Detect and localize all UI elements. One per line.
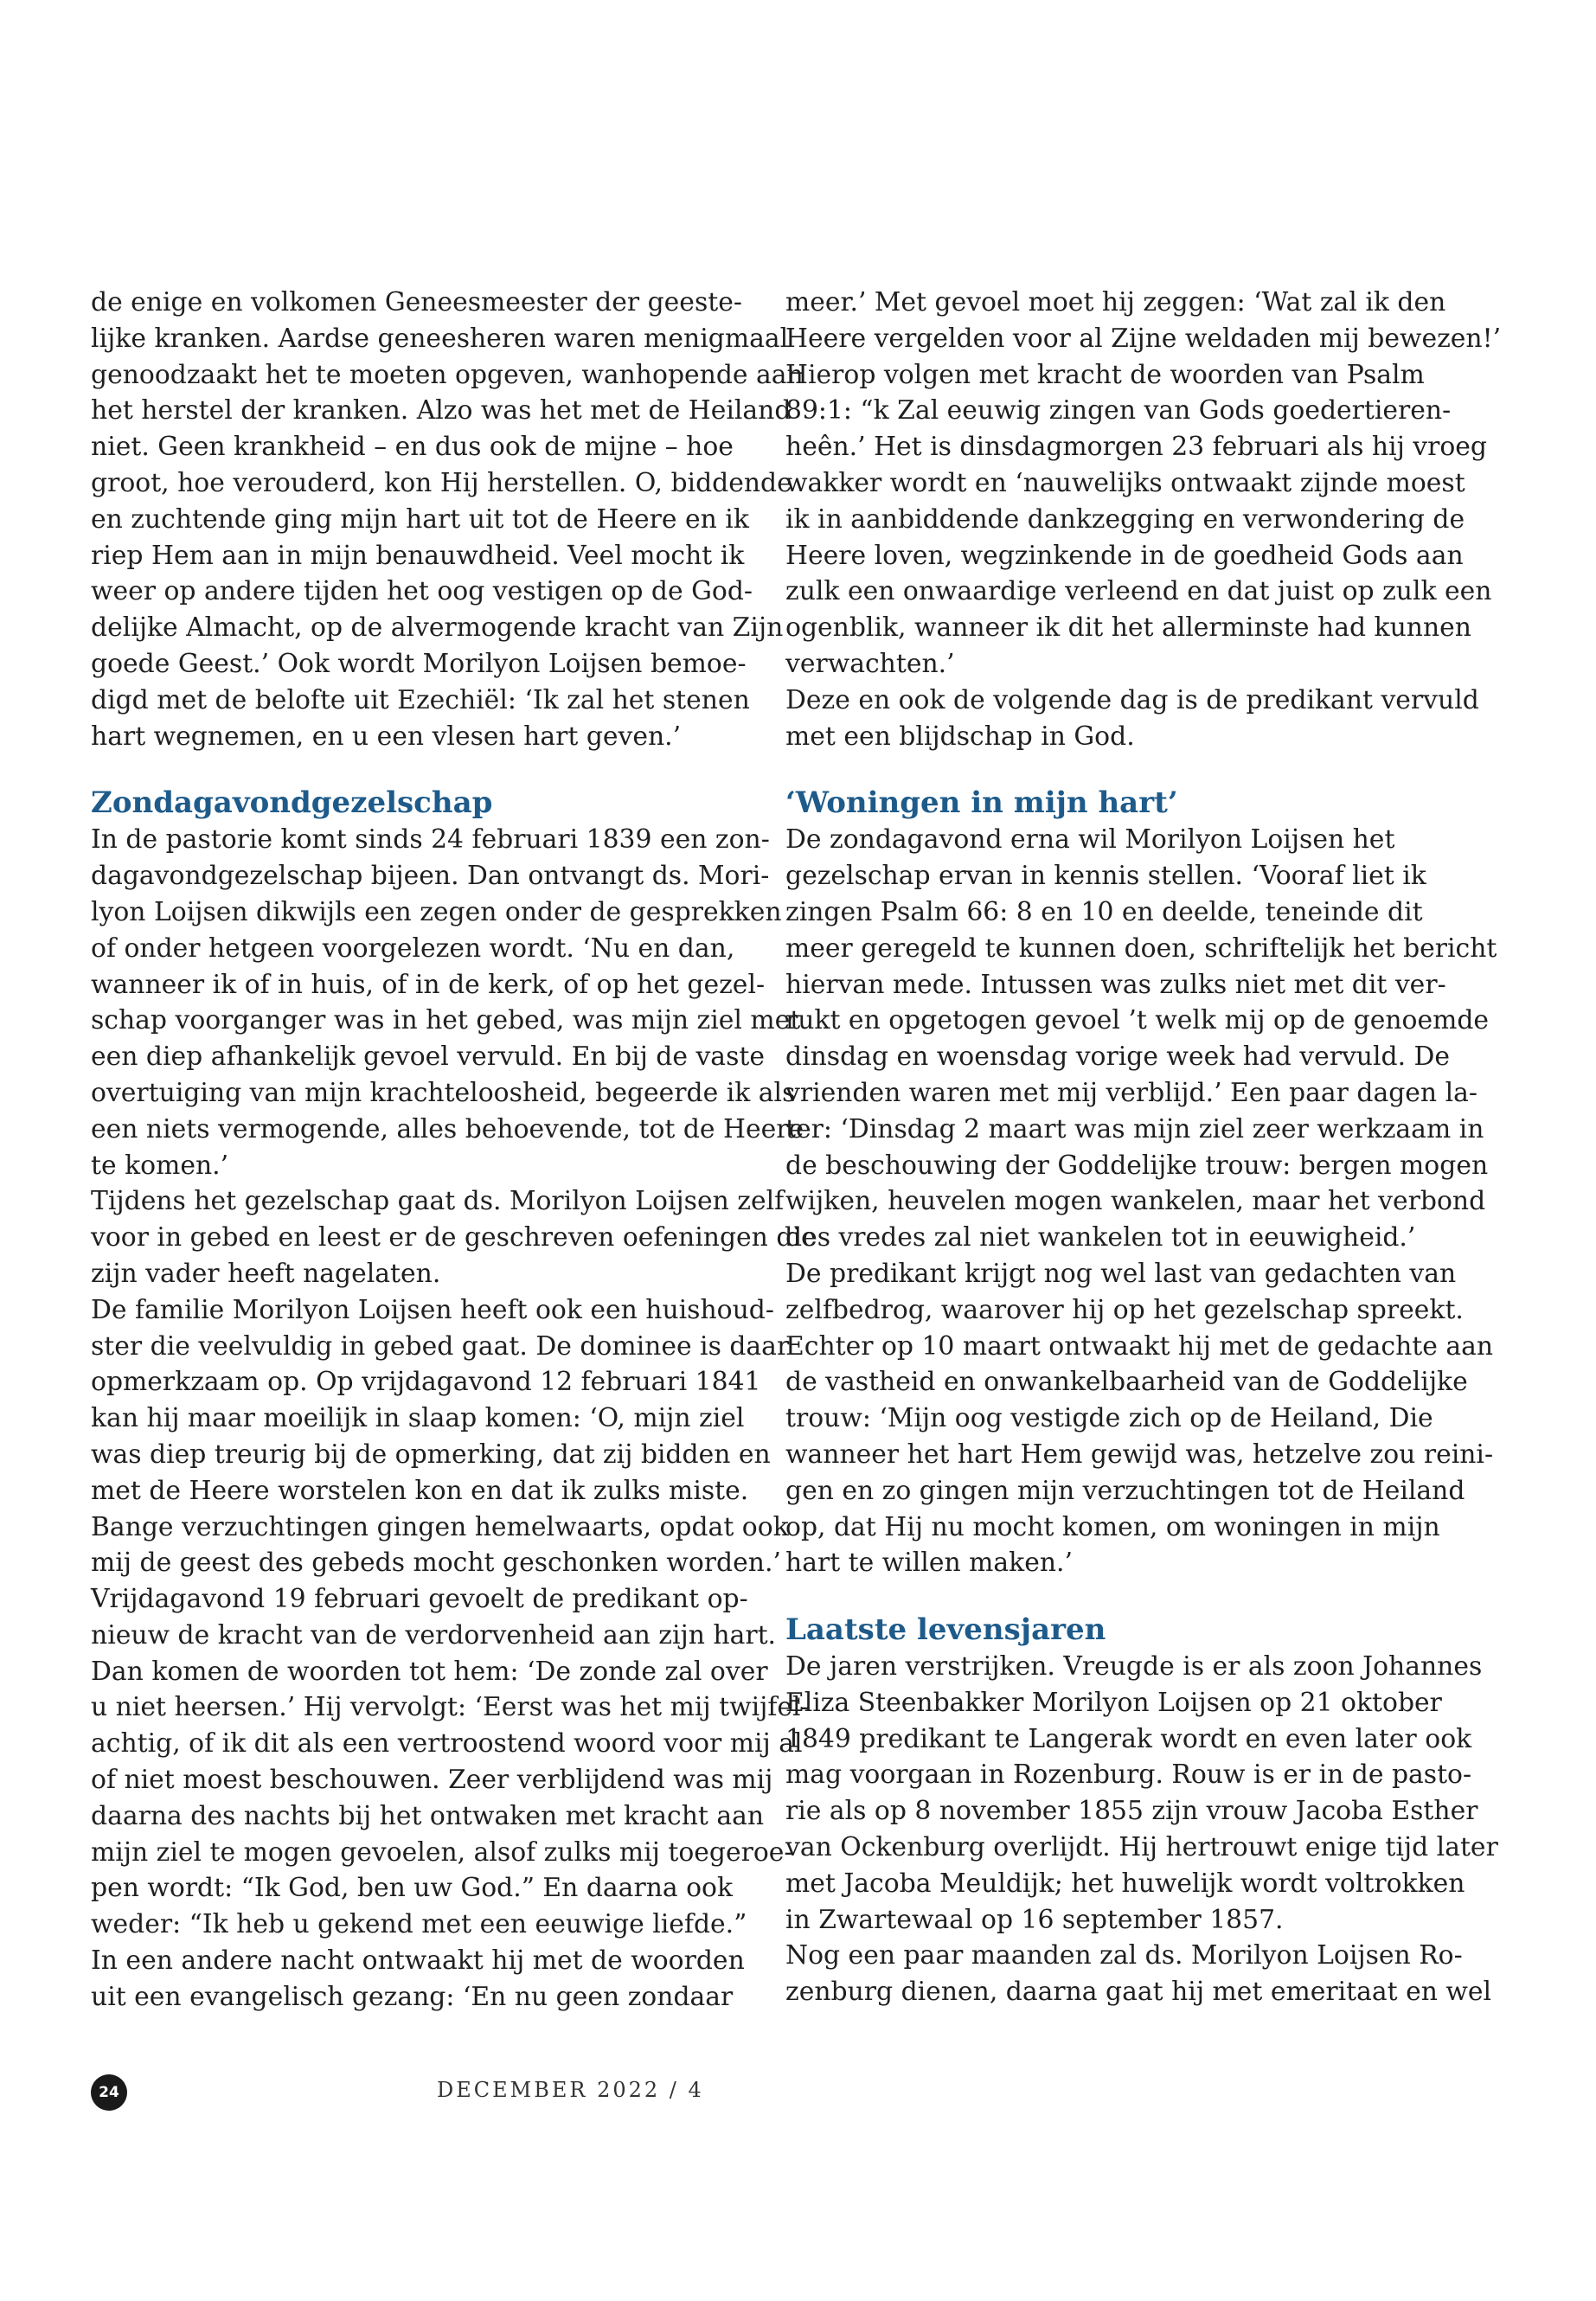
text-line: ik in aanbiddende dankzegging en verwondering de (785, 503, 1465, 535)
right-para-2 (785, 822, 1497, 1581)
text-line: niet. Geen krankheid – en dus ook de mijne – hoe (91, 432, 734, 463)
text-line: zelfbedrog, waarover hij op het gezelschap spreekt. (785, 1294, 1464, 1325)
text-line: opmerkzaam op. Op vrijdagavond 12 februari 1841 (91, 1367, 761, 1398)
text-line: zingen Psalm 66: 8 en 10 en deelde, teneinde dit (785, 896, 1423, 927)
text-line: pen wordt: “Ik God, ben uw God.” En daarna ook (91, 1873, 734, 1904)
text-line: Eliza Steenbakker Morilyon Loijsen op 21 oktober (785, 1687, 1442, 1718)
text-line: 1849 predikant te Langerak wordt en even later ook (785, 1723, 1472, 1754)
text-line: Heere loven, wegzinkende in de goedheid Gods aan (785, 540, 1464, 571)
text-line: mag voorgaan in Rozenburg. Rouw is er in de pasto- (785, 1759, 1472, 1791)
text-line: voor in gebed en leest er de geschreven oefeningen die (91, 1222, 817, 1253)
text-line: de enige en volkomen Geneesmeester der geeste- (91, 287, 742, 317)
text-line: Dan komen de woorden tot hem: ‘De zonde zal over (91, 1656, 768, 1687)
text-line: wakker wordt en ‘nauwelijks ontwaakt zijnde moest (785, 467, 1465, 498)
text-line: de vastheid en onwankelbaarheid van de Goddelijke (785, 1367, 1468, 1398)
text-line: het herstel der kranken. Alzo was het met de Heiland (91, 395, 792, 426)
text-line: hart wegnemen, en u een vlesen hart geven.’ (91, 721, 682, 752)
text-line: hiervan mede. Intussen was zulks niet met dit ver- (785, 969, 1446, 1000)
text-line: te komen.’ (91, 1150, 229, 1181)
text-line: gen en zo gingen mijn verzuchtingen tot de Heiland (785, 1475, 1465, 1506)
text-line: mijn ziel te mogen gevoelen, alsof zulks mij toegeroe- (91, 1836, 793, 1868)
text-line: groot, hoe verouderd, kon Hij herstellen. O, biddende (91, 467, 792, 498)
text-line: goede Geest.’ Ook wordt Morilyon Loijsen bemoe- (91, 648, 747, 679)
page-number-badge: 24 (91, 2074, 127, 2111)
text-line: heên.’ Het is dinsdagmorgen 23 februari als hij vroeg (785, 432, 1488, 463)
text-line: genoodzaakt het te moeten opgeven, wanhopende aan (91, 359, 804, 390)
right-para-1 (785, 285, 1502, 754)
text-line: lijke kranken. Aardse geneesheren waren menigmaal (91, 323, 789, 354)
text-line: met Jacoba Meuldijk; het huwelijk wordt voltrokken (785, 1868, 1465, 1899)
text-line: Vrijdagavond 19 februari gevoelt de predikant op- (91, 1584, 748, 1615)
text-line: of niet moest beschouwen. Zeer verblijdend was mij (91, 1765, 773, 1796)
text-line: de beschouwing der Goddelijke trouw: bergen mogen (785, 1150, 1489, 1181)
text-line: weer op andere tijden het oog vestigen op de God- (91, 576, 753, 607)
text-line: digd met de belofte uit Ezechiël: ‘Ik zal het stenen (91, 684, 750, 715)
heading-woningen-in-mijn-hart: ‘Woningen in mijn hart’ (785, 785, 1178, 821)
text-line: met een blijdschap in God. (785, 721, 1135, 752)
text-line: Echter op 10 maart ontwaakt hij met de gedachte aan (785, 1330, 1494, 1362)
heading-zondagavondgezelschap: Zondagavondgezelschap (91, 785, 493, 821)
text-line: ter: ‘Dinsdag 2 maart was mijn ziel zeer werkzaam in (785, 1113, 1484, 1144)
text-line: u niet heersen.’ Hij vervolgt: ‘Eerst was het mij twijfel- (91, 1692, 810, 1723)
text-line: De predikant krijgt nog wel last van gedachten van (785, 1258, 1457, 1289)
text-line: achtig, of ik dit als een vertroostend woord voor mij al (91, 1728, 803, 1759)
text-line: of onder hetgeen voorgelezen wordt. ‘Nu en dan, (91, 933, 735, 964)
text-line: De jaren verstrijken. Vreugde is er als zoon Johannes (785, 1651, 1483, 1682)
text-line: zenburg dienen, daarna gaat hij met emeritaat en wel (785, 1977, 1492, 2008)
text-line: Hierop volgen met kracht de woorden van Psalm (785, 359, 1425, 390)
text-line: was diep treurig bij de opmerking, dat zij bidden en (91, 1439, 771, 1470)
text-line: zulk een onwaardige verleend en dat juist op zulk een (785, 576, 1492, 607)
text-line: ster die veelvuldig in gebed gaat. De dominee is daar (91, 1330, 790, 1362)
text-line: gezelschap ervan in kennis stellen. ‘Vooraf liet ik (785, 861, 1426, 892)
text-line: van Ockenburg overlijdt. Hij hertrouwt enige tijd later (785, 1832, 1498, 1863)
text-line: In de pastorie komt sinds 24 februari 1839 een zon- (91, 824, 770, 856)
text-line: zijn vader heeft nagelaten. (91, 1258, 441, 1289)
text-line: Deze en ook de volgende dag is de predikant vervuld (785, 684, 1479, 715)
text-line: rukt en opgetogen gevoel ’t welk mij op de genoemde (785, 1005, 1490, 1036)
text-line: dagavondgezelschap bijeen. Dan ontvangt ds. Mori- (91, 861, 770, 892)
text-line: wanneer ik of in huis, of in de kerk, of op het gezel- (91, 969, 766, 1000)
text-line: vrienden waren met mij verblijd.’ Een paar dagen la- (785, 1077, 1477, 1108)
text-line: en zuchtende ging mijn hart uit tot de Heere en ik (91, 503, 749, 535)
text-line: trouw: ‘Mijn oog vestigde zich op de Heiland, Die (785, 1403, 1433, 1434)
text-line: De familie Morilyon Loijsen heeft ook een huishoud- (91, 1294, 774, 1325)
text-line: Nog een paar maanden zal ds. Morilyon Loijsen Ro- (785, 1940, 1463, 1971)
left-para-2 (91, 822, 817, 2015)
text-line: dinsdag en woensdag vorige week had vervuld. De (785, 1042, 1451, 1073)
heading-laatste-levensjaren: Laatste levensjaren (785, 1612, 1106, 1648)
text-line: op, dat Hij nu mocht komen, om woningen in mijn (785, 1511, 1440, 1542)
left-column (91, 285, 817, 2016)
text-line: meer geregeld te kunnen doen, schriftelijk het bericht (785, 933, 1497, 964)
text-line: Tijdens het gezelschap gaat ds. Morilyon Loijsen zelf (91, 1186, 785, 1217)
text-line: De zondagavond erna wil Morilyon Loijsen het (785, 824, 1395, 856)
text-line: Bange verzuchtingen gingen hemelwaarts, opdat ook (91, 1511, 789, 1542)
text-line: In een andere nacht ontwaakt hij met de woorden (91, 1945, 745, 1977)
text-line: des vredes zal niet wankelen tot in eeuwigheid.’ (785, 1222, 1416, 1253)
text-line: met de Heere worstelen kon en dat ik zulks miste. (91, 1475, 749, 1506)
text-line: wanneer het hart Hem gewijd was, hetzelve zou reini- (785, 1439, 1494, 1470)
text-line: hart te willen maken.’ (785, 1548, 1073, 1579)
text-line: delijke Almacht, op de alvermogende kracht van Zijn (91, 612, 784, 644)
text-line: meer.’ Met gevoel moet hij zeggen: ‘Wat zal ik den (785, 287, 1446, 317)
text-line: nieuw de kracht van de verdorvenheid aan zijn hart. (91, 1619, 777, 1650)
text-line: rie als op 8 november 1855 zijn vrouw Jacoba Esther (785, 1796, 1478, 1827)
text-line: weder: “Ik heb u gekend met een eeuwige liefde.” (91, 1909, 747, 1940)
left-para-1 (91, 285, 804, 754)
text-line: lyon Loijsen dikwijls een zegen onder de gesprekken (91, 896, 782, 927)
text-line: 89:1: “k Zal eeuwig zingen van Gods goedertieren- (785, 395, 1452, 426)
text-line: overtuiging van mijn krachteloosheid, begeerde ik als (91, 1077, 796, 1108)
text-line: wijken, heuvelen mogen wankelen, maar het verbond (785, 1186, 1486, 1217)
right-para-3 (785, 1649, 1498, 2010)
text-line: Heere vergelden voor al Zijne weldaden mij bewezen!’ (785, 323, 1502, 354)
text-line: kan hij maar moeilijk in slaap komen: ‘O, mijn ziel (91, 1403, 745, 1434)
issue-footer: DECEMBER 2022 / 4 (437, 2078, 704, 2102)
text-line: mij de geest des gebeds mocht geschonken worden.’ (91, 1548, 781, 1579)
right-column (785, 285, 1502, 2010)
text-line: daarna des nachts bij het ontwaken met kracht aan (91, 1800, 765, 1831)
text-line: een diep afhankelijk gevoel vervuld. En bij de vaste (91, 1042, 765, 1073)
text-line: schap voorganger was in het gebed, was mijn ziel met (91, 1005, 801, 1036)
text-line: uit een evangelisch gezang: ‘En nu geen zondaar (91, 1981, 734, 2012)
text-line: verwachten.’ (785, 648, 955, 679)
text-line: een niets vermogende, alles behoevende, tot de Heere (91, 1113, 804, 1144)
text-line: ogenblik, wanneer ik dit het allerminste had kunnen (785, 612, 1471, 644)
text-line: riep Hem aan in mijn benauwdheid. Veel mocht ik (91, 540, 745, 571)
text-line: in Zwartewaal op 16 september 1857. (785, 1904, 1284, 1935)
